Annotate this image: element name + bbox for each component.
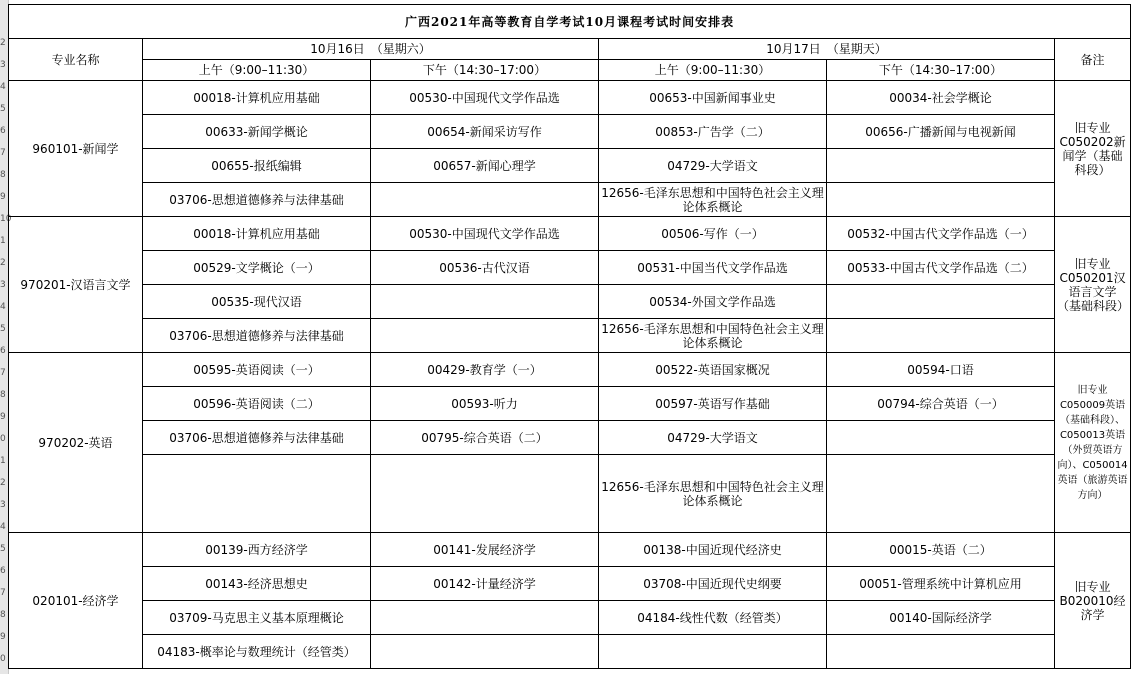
table-row	[9, 567, 1131, 601]
course-cell: 00654-新闻采访写作	[371, 115, 599, 149]
row-number: 4	[0, 82, 6, 92]
course-cell: 00596-英语阅读（二）	[143, 387, 371, 421]
course-cell: 03706-思想道德修养与法律基础	[143, 319, 371, 353]
course-cell: 00794-综合英语（一）	[827, 387, 1055, 421]
table-row	[9, 217, 1131, 251]
row-number: 8	[0, 170, 6, 180]
course-cell: 00051-管理系统中计算机应用	[827, 567, 1055, 601]
major-header: 专业名称	[9, 39, 143, 81]
course-cell: 00595-英语阅读（一）	[143, 353, 371, 387]
row-number: 6	[0, 566, 6, 576]
course-cell: 03706-思想道德修养与法律基础	[143, 183, 371, 217]
course-cell: 00018-计算机应用基础	[143, 217, 371, 251]
row-number: 5	[0, 104, 6, 114]
course-cell: 04183-概率论与数理统计（经管类）	[143, 635, 371, 669]
course-cell: 00593-听力	[371, 387, 599, 421]
course-cell: 00655-报纸编辑	[143, 149, 371, 183]
major-name: 970201-汉语言文学	[9, 217, 143, 353]
course-cell	[371, 635, 599, 669]
course-cell: 00656-广播新闻与电视新闻	[827, 115, 1055, 149]
row-number: 1	[0, 236, 6, 246]
row-number: 5	[0, 324, 6, 334]
course-cell: 00853-广告学（二）	[599, 115, 827, 149]
course-cell	[827, 319, 1055, 353]
row-number: 10	[0, 214, 12, 224]
course-cell: 00018-计算机应用基础	[143, 81, 371, 115]
page-title: 广西2021年高等教育自学考试10月课程考试时间安排表	[9, 5, 1131, 39]
course-cell: 03709-马克思主义基本原理概论	[143, 601, 371, 635]
course-cell	[827, 183, 1055, 217]
row-number: 3	[0, 60, 6, 70]
row-number: 4	[0, 302, 6, 312]
table-row	[9, 319, 1131, 353]
course-cell: 00594-口语	[827, 353, 1055, 387]
day2-am-header: 上午（9:00–11:30）	[599, 60, 827, 81]
course-cell: 00138-中国近现代经济史	[599, 533, 827, 567]
course-cell: 00429-教育学（一）	[371, 353, 599, 387]
row-number: 9	[0, 192, 6, 202]
table-row	[9, 353, 1131, 387]
course-cell: 00140-国际经济学	[827, 601, 1055, 635]
course-cell: 12656-毛泽东思想和中国特色社会主义理论体系概论	[599, 319, 827, 353]
row-number: 9	[0, 412, 6, 422]
course-cell: 00597-英语写作基础	[599, 387, 827, 421]
course-cell	[371, 285, 599, 319]
row-number: 7	[0, 368, 6, 378]
table-row	[9, 149, 1131, 183]
course-cell: 00795-综合英语（二）	[371, 421, 599, 455]
table-row	[9, 533, 1131, 567]
row-number: 7	[0, 588, 6, 598]
course-cell: 00529-文学概论（一）	[143, 251, 371, 285]
row-number: 2	[0, 258, 6, 268]
course-cell: 00015-英语（二）	[827, 533, 1055, 567]
course-cell: 00532-中国古代文学作品选（一）	[827, 217, 1055, 251]
table-row	[9, 285, 1131, 319]
row-number: 2	[0, 478, 6, 488]
course-cell: 12656-毛泽东思想和中国特色社会主义理论体系概论	[599, 455, 827, 533]
row-number: 5	[0, 544, 6, 554]
course-cell	[827, 455, 1055, 533]
table-row	[9, 635, 1131, 669]
course-cell: 00141-发展经济学	[371, 533, 599, 567]
course-cell: 00530-中国现代文学作品选	[371, 217, 599, 251]
course-cell	[827, 421, 1055, 455]
row-number: 6	[0, 126, 6, 136]
course-cell: 04729-大学语文	[599, 149, 827, 183]
remark-note: 旧专业C050202新闻学（基础科段）	[1055, 81, 1131, 217]
row-number: 9	[0, 632, 6, 642]
table-row	[9, 387, 1131, 421]
remark-note: 旧专业C050201汉语言文学（基础科段）	[1055, 217, 1131, 353]
course-cell	[371, 183, 599, 217]
row-number: 1	[0, 456, 6, 466]
table-row	[9, 183, 1131, 217]
major-name: 970202-英语	[9, 353, 143, 533]
course-cell: 00633-新闻学概论	[143, 115, 371, 149]
course-cell: 00139-西方经济学	[143, 533, 371, 567]
day2-pm-header: 下午（14:30–17:00）	[827, 60, 1055, 81]
course-cell: 00536-古代汉语	[371, 251, 599, 285]
course-cell: 00530-中国现代文学作品选	[371, 81, 599, 115]
major-name: 960101-新闻学	[9, 81, 143, 217]
row-number: 8	[0, 390, 6, 400]
course-cell: 03706-思想道德修养与法律基础	[143, 421, 371, 455]
table-row	[9, 421, 1131, 455]
course-cell	[371, 319, 599, 353]
row-number: 4	[0, 522, 6, 532]
row-number: 3	[0, 280, 6, 290]
course-cell: 00522-英语国家概况	[599, 353, 827, 387]
row-number: 0	[0, 654, 6, 664]
row-number: 2	[0, 38, 6, 48]
table-row	[9, 81, 1131, 115]
exam-schedule-table	[8, 4, 1131, 669]
table-row	[9, 455, 1131, 533]
course-cell	[371, 601, 599, 635]
course-cell: 00533-中国古代文学作品选（二）	[827, 251, 1055, 285]
course-cell	[827, 149, 1055, 183]
day2-header: 10月17日 （星期天）	[599, 39, 1055, 60]
row-number: 0	[0, 434, 6, 444]
course-cell: 00143-经济思想史	[143, 567, 371, 601]
course-cell: 00534-外国文学作品选	[599, 285, 827, 319]
row-number: 3	[0, 500, 6, 510]
major-name: 020101-经济学	[9, 533, 143, 669]
remark-header: 备注	[1055, 39, 1131, 81]
course-cell: 12656-毛泽东思想和中国特色社会主义理论体系概论	[599, 183, 827, 217]
remark-note: 旧专业B020010经济学	[1055, 533, 1131, 669]
row-number: 7	[0, 148, 6, 158]
course-cell: 00653-中国新闻事业史	[599, 81, 827, 115]
row-number: 6	[0, 346, 6, 356]
table-row	[9, 115, 1131, 149]
course-cell: 00034-社会学概论	[827, 81, 1055, 115]
course-cell: 00506-写作（一）	[599, 217, 827, 251]
course-cell	[143, 455, 371, 533]
course-cell	[827, 285, 1055, 319]
table-row	[9, 251, 1131, 285]
course-cell	[371, 455, 599, 533]
course-cell	[599, 635, 827, 669]
course-cell: 04729-大学语文	[599, 421, 827, 455]
day1-am-header: 上午（9:00–11:30）	[143, 60, 371, 81]
course-cell: 00142-计量经济学	[371, 567, 599, 601]
course-cell: 00531-中国当代文学作品选	[599, 251, 827, 285]
course-cell: 00535-现代汉语	[143, 285, 371, 319]
course-cell: 04184-线性代数（经管类）	[599, 601, 827, 635]
course-cell	[827, 635, 1055, 669]
row-number: 8	[0, 610, 6, 620]
day1-pm-header: 下午（14:30–17:00）	[371, 60, 599, 81]
day1-header: 10月16日 （星期六）	[143, 39, 599, 60]
course-cell: 03708-中国近现代史纲要	[599, 567, 827, 601]
course-cell: 00657-新闻心理学	[371, 149, 599, 183]
remark-note: 旧专业C050009英语（基础科段）、C050013英语（外贸英语方向）、C050014英语（旅游英语方向）	[1055, 353, 1131, 533]
table-row	[9, 601, 1131, 635]
